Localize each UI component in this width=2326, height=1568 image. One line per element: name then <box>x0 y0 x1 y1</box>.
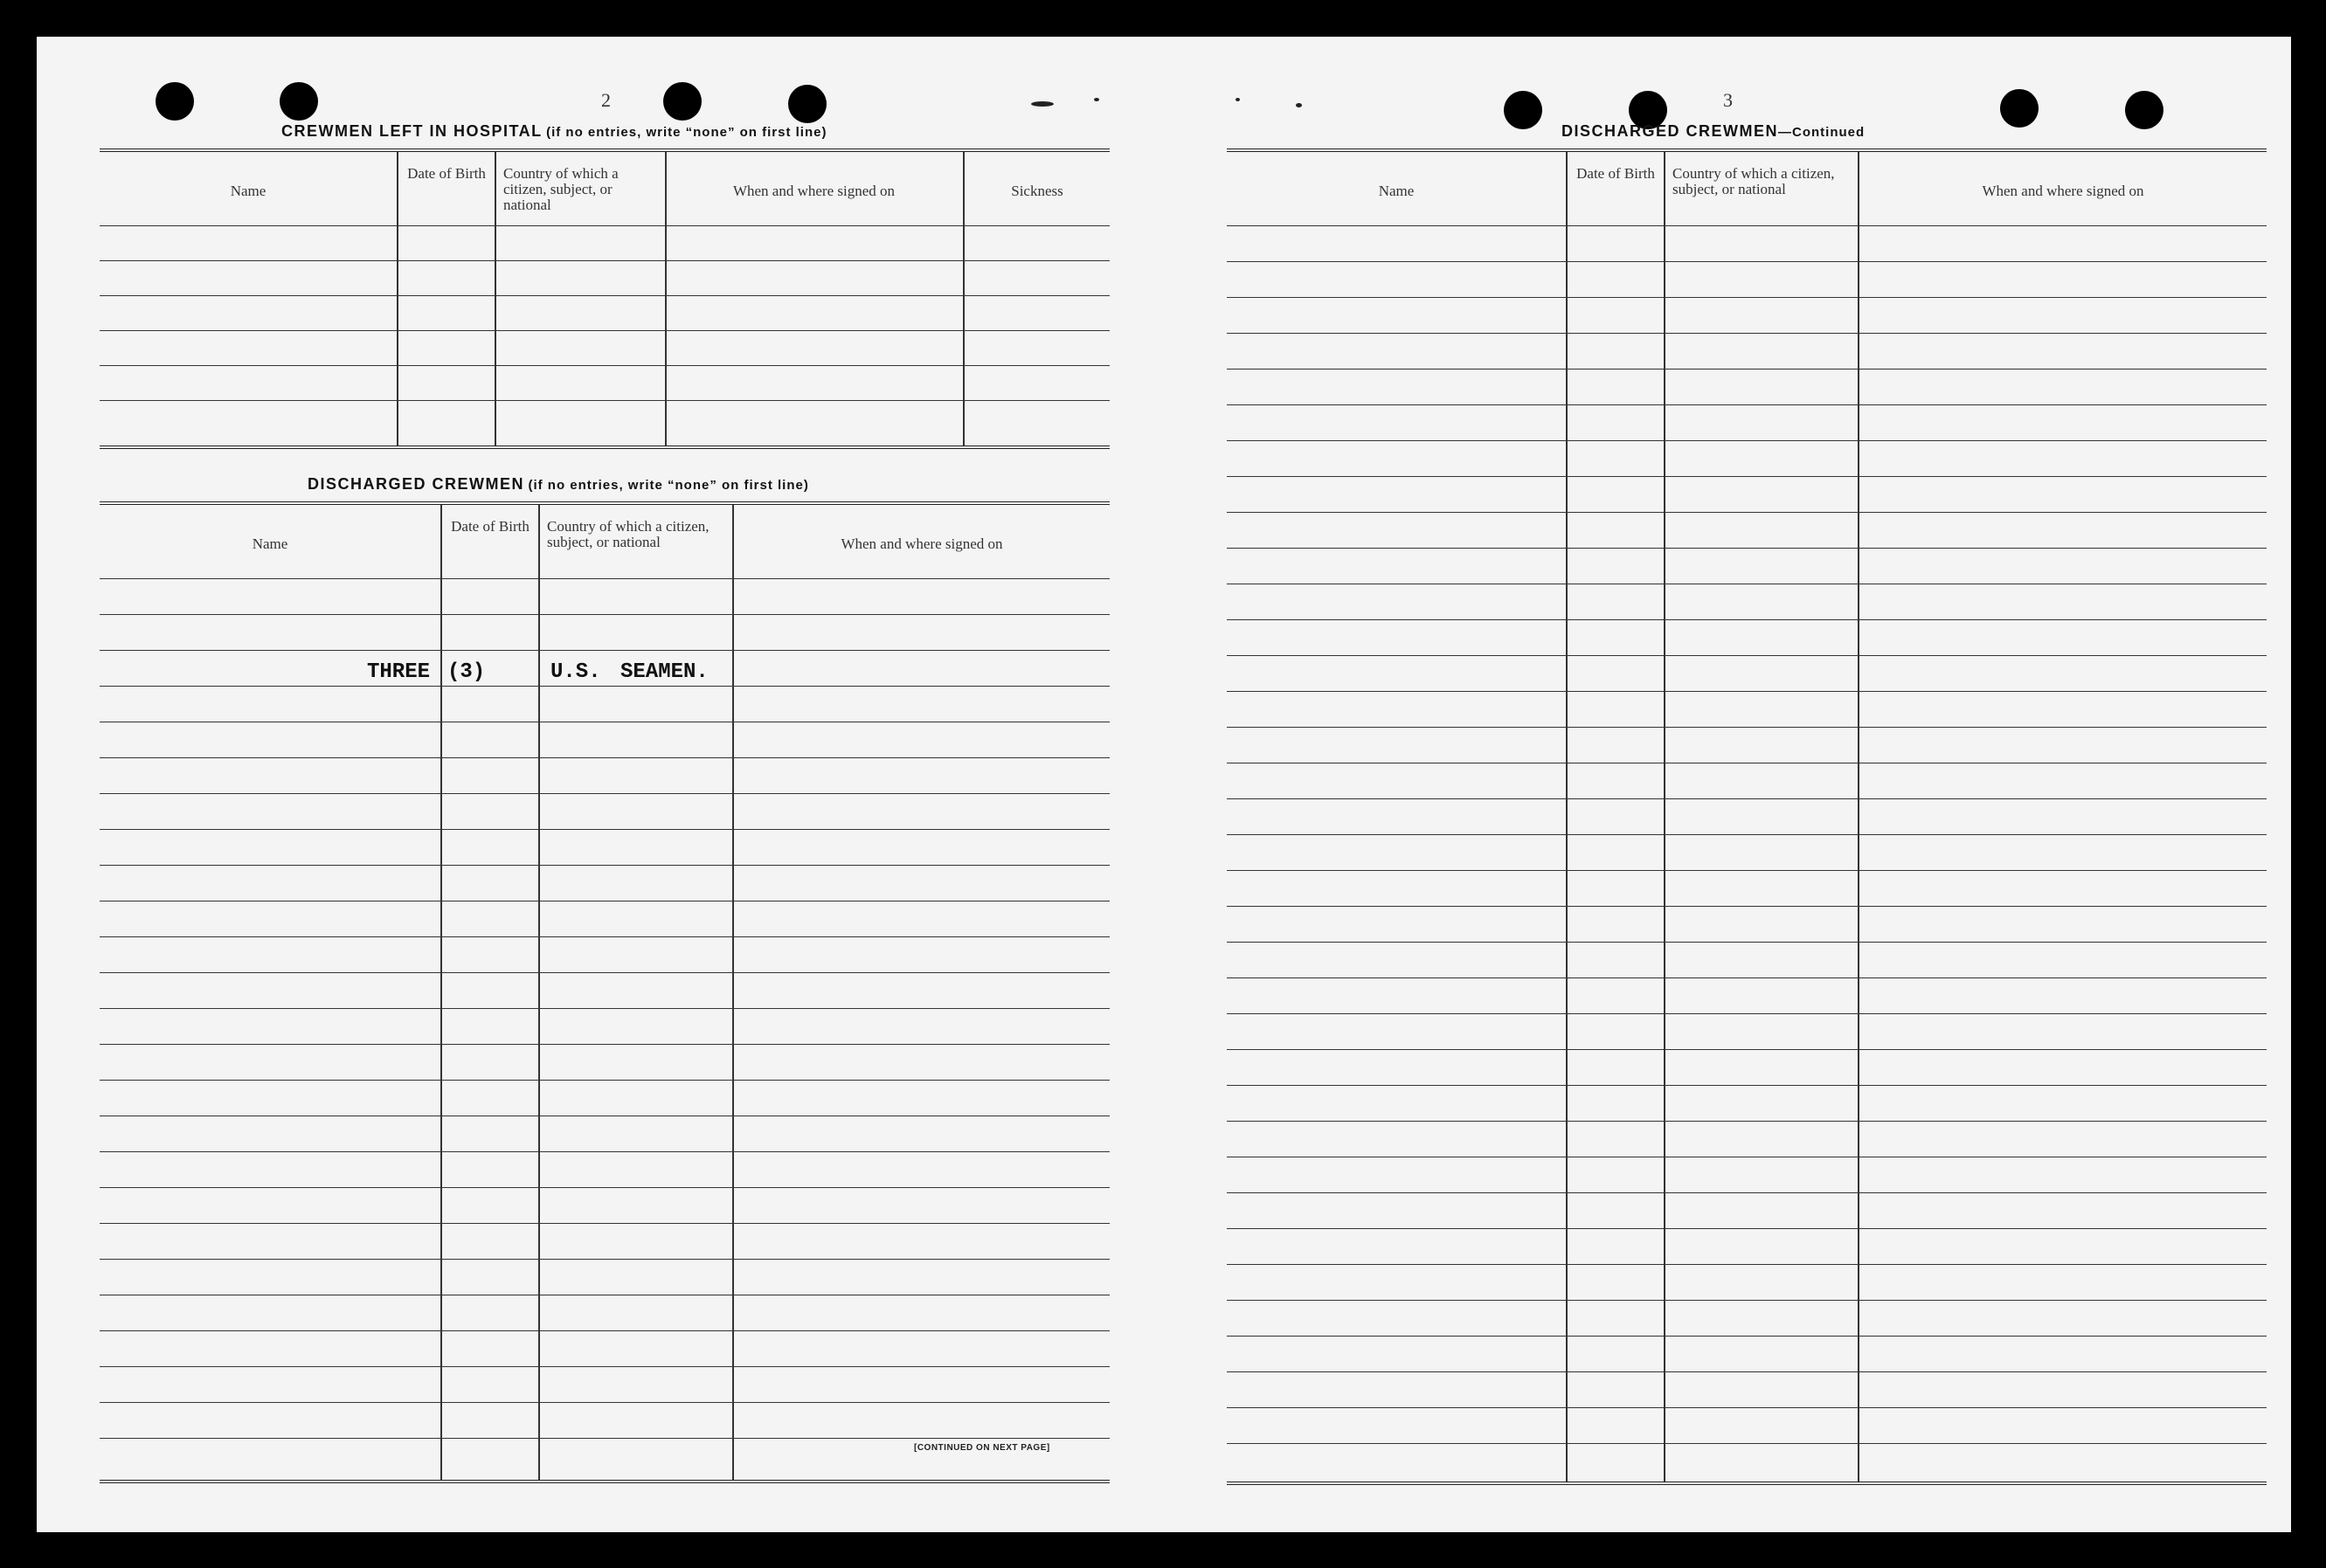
hospital-table <box>100 149 1110 449</box>
table-row <box>1227 1300 2267 1301</box>
table-row <box>1227 691 2267 692</box>
punch-hole <box>788 85 827 123</box>
header-signed-on: When and where signed on <box>841 535 1003 552</box>
scan-smudge <box>1236 98 1240 101</box>
typed-entry-name: THREE <box>367 660 431 684</box>
discharged-title-bold: DISCHARGED CREWMEN <box>308 475 525 493</box>
table-row <box>100 829 1110 830</box>
punch-hole <box>280 82 318 121</box>
table-row <box>100 865 1110 866</box>
table-row <box>1227 1228 2267 1229</box>
discharged-title-note: (if no entries, write “none” on first line) <box>528 478 809 493</box>
table-row <box>1227 1085 2267 1086</box>
discharged-table <box>100 501 1110 1483</box>
table-row <box>100 650 1110 651</box>
table-row <box>100 1044 1110 1045</box>
table-row <box>100 1259 1110 1260</box>
typed-entry-country: U.S. <box>550 660 601 684</box>
table-row <box>100 793 1110 794</box>
document-sheet <box>37 37 2291 1532</box>
table-row <box>100 757 1110 758</box>
table-row <box>100 295 1110 296</box>
typed-entry-signed: SEAMEN. <box>620 660 709 684</box>
discharged-section-title <box>308 475 809 494</box>
punch-hole <box>2000 89 2039 128</box>
scan-smudge <box>1296 103 1302 107</box>
table-row <box>1227 476 2267 477</box>
column-divider <box>538 505 540 1480</box>
punch-hole <box>663 82 702 121</box>
header-country: Country of which a citizen, subject, or national <box>547 518 710 550</box>
table-row <box>100 972 1110 973</box>
table-row <box>100 1330 1110 1331</box>
table-row <box>1227 1013 2267 1014</box>
table-row <box>1227 798 2267 799</box>
header-date-of-birth: Date of Birth <box>1576 165 1655 182</box>
table-row <box>1227 727 2267 728</box>
punch-hole <box>2125 91 2163 129</box>
scan-smudge <box>1031 101 1054 107</box>
scan-smudge <box>1094 98 1099 101</box>
table-row <box>100 225 1110 226</box>
column-divider <box>1664 152 1665 1482</box>
typed-entry-count: (3) <box>447 660 486 684</box>
table-row <box>1227 619 2267 620</box>
table-row <box>100 1438 1110 1439</box>
table-row <box>100 1151 1110 1152</box>
table-row <box>1227 297 2267 298</box>
table-row <box>100 1080 1110 1081</box>
table-row <box>1227 369 2267 370</box>
column-divider <box>440 505 442 1480</box>
table-row <box>100 1008 1110 1009</box>
table-row <box>1227 261 2267 262</box>
table-row <box>1227 1371 2267 1372</box>
table-row <box>100 365 1110 366</box>
column-divider <box>397 152 398 446</box>
hospital-title-note: (if no entries, write “none” on first line) <box>546 125 827 140</box>
table-row <box>1227 1336 2267 1337</box>
column-divider <box>732 505 734 1480</box>
continued-note: [CONTINUED ON NEXT PAGE] <box>914 1443 1050 1453</box>
hospital-title-bold: CREWMEN LEFT IN HOSPITAL <box>281 122 543 140</box>
table-row <box>1227 512 2267 513</box>
table-row <box>1227 655 2267 656</box>
header-signed-on: When and where signed on <box>1982 183 2144 199</box>
page-number-right: 3 <box>1723 89 1733 111</box>
table-row <box>1227 870 2267 871</box>
header-name: Name <box>230 183 267 199</box>
table-row <box>1227 906 2267 907</box>
header-country: Country of which a citizen, subject, or national <box>1672 165 1835 197</box>
header-country: Country of which a citizen, subject, or national <box>503 165 619 213</box>
header-sickness: Sickness <box>1011 183 1063 199</box>
header-date-of-birth: Date of Birth <box>407 165 486 182</box>
page-number-left: 2 <box>601 89 611 111</box>
table-row <box>1227 548 2267 549</box>
table-row <box>1227 942 2267 943</box>
hospital-section-title <box>281 122 827 141</box>
table-row <box>100 260 1110 261</box>
header-signed-on: When and where signed on <box>732 183 896 199</box>
column-divider <box>495 152 496 446</box>
table-row <box>100 330 1110 331</box>
table-row <box>1227 225 2267 226</box>
punch-hole <box>156 82 194 121</box>
table-row <box>100 400 1110 401</box>
discharged-continued-suffix: —Continued <box>1778 125 1866 140</box>
table-row <box>1227 834 2267 835</box>
table-row <box>1227 1407 2267 1408</box>
table-row <box>100 1366 1110 1367</box>
header-name: Name <box>1378 183 1415 199</box>
discharged-continued-title-bold: DISCHARGED CREWMEN <box>1561 122 1779 140</box>
discharged-continued-title <box>1561 122 1865 141</box>
table-row <box>100 1402 1110 1403</box>
table-row <box>100 614 1110 615</box>
header-name: Name <box>252 535 288 552</box>
table-row <box>1227 440 2267 441</box>
table-row <box>1227 1192 2267 1193</box>
table-row <box>100 578 1110 579</box>
table-row <box>1227 1443 2267 1444</box>
column-divider <box>1566 152 1568 1482</box>
table-row <box>100 1187 1110 1188</box>
punch-hole <box>1504 91 1542 129</box>
table-row <box>1227 1264 2267 1265</box>
table-row <box>1227 333 2267 334</box>
discharged-continued-table <box>1227 149 2267 1485</box>
table-row <box>100 936 1110 937</box>
header-date-of-birth: Date of Birth <box>451 518 530 535</box>
table-row <box>100 1223 1110 1224</box>
column-divider <box>1858 152 1859 1482</box>
table-row <box>1227 404 2267 405</box>
table-row <box>1227 1121 2267 1122</box>
table-row <box>100 686 1110 687</box>
table-row <box>1227 1049 2267 1050</box>
table-row <box>1227 977 2267 978</box>
